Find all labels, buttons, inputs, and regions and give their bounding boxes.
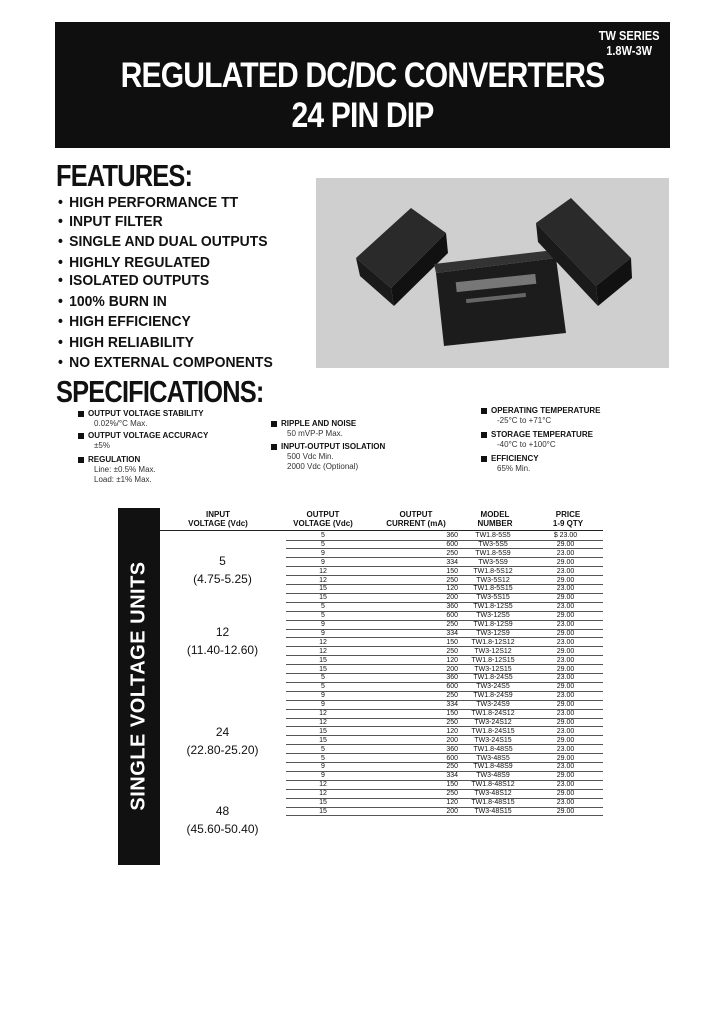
- feature-item: • HIGH RELIABILITY: [58, 334, 273, 353]
- model-number: TW1.8-12S15: [471, 656, 515, 664]
- price: 29.00: [556, 576, 575, 584]
- spec-value: -40°C to +100°C: [497, 440, 556, 449]
- feature-item: • HIGH PERFORMANCE TT: [58, 194, 273, 213]
- output-voltage: 12: [319, 781, 327, 789]
- price: $ 23.00: [553, 532, 578, 539]
- output-current: 250: [446, 790, 458, 798]
- feature-item: • 100% BURN IN: [58, 293, 273, 312]
- output-voltage: 5: [321, 603, 325, 611]
- table-row: [118, 737, 603, 746]
- table-row: [118, 772, 603, 781]
- header-text: VOLTAGE (Vdc): [293, 519, 353, 528]
- output-current: 200: [446, 807, 458, 815]
- output-voltage: 9: [321, 558, 325, 566]
- model-number: TW3-12S15: [474, 665, 512, 673]
- model-number: TW1.8-48S15: [471, 799, 515, 806]
- model-number: TW3-48S15: [474, 807, 512, 815]
- output-current: 360: [446, 603, 458, 611]
- model-number: TW1.8-12S12: [471, 638, 515, 646]
- table-row: [118, 550, 603, 559]
- features-heading: FEATURES:: [56, 158, 193, 193]
- table-row: [118, 568, 603, 577]
- output-voltage: 15: [319, 807, 327, 815]
- model-number: TW3-5S5: [478, 540, 508, 548]
- price: 29.00: [556, 665, 575, 673]
- table-row: [118, 692, 603, 701]
- spec-ripple-noise: [271, 419, 356, 439]
- price: 29.00: [556, 612, 575, 620]
- model-number: TW1.8-48S12: [471, 781, 515, 789]
- input-voltage: 5: [219, 554, 226, 568]
- model-number: TW1.8-24S5: [473, 674, 513, 682]
- table-row: [118, 701, 603, 710]
- header-text: VOLTAGE (Vdc): [188, 519, 248, 528]
- feature-item: • SINGLE AND DUAL OUTPUTS: [58, 233, 273, 252]
- output-voltage: 9: [321, 621, 325, 628]
- output-voltage: 5: [321, 532, 325, 539]
- model-number: TW1.8-5S9: [475, 549, 511, 557]
- model-number: TW1.8-48S5: [473, 745, 513, 753]
- spec-value: -25°C to +71°C: [497, 416, 552, 425]
- price: 29.00: [556, 594, 575, 602]
- spec-efficiency: [481, 454, 539, 474]
- output-voltage: 12: [319, 576, 327, 584]
- output-voltage: 9: [321, 629, 325, 637]
- model-number: TW3-48S9: [476, 772, 510, 780]
- model-number: TW1.8-24S9: [473, 692, 513, 700]
- price: 23.00: [556, 763, 575, 771]
- spec-label: RIPPLE AND NOISE: [271, 419, 356, 429]
- spec-value: Line: ±0.5% Max.: [94, 465, 156, 474]
- output-current: 120: [446, 799, 458, 806]
- table-row: [118, 763, 603, 772]
- output-voltage: 15: [319, 594, 327, 602]
- output-current: 334: [446, 701, 458, 709]
- output-voltage: 12: [319, 790, 327, 798]
- series-label: [599, 28, 660, 58]
- output-current: 120: [446, 585, 458, 593]
- output-voltage: 12: [319, 718, 327, 726]
- model-number: TW3-12S12: [474, 647, 512, 655]
- spec-label: STORAGE TEMPERATURE: [481, 430, 593, 440]
- output-voltage: 15: [319, 656, 327, 664]
- output-current: 150: [446, 638, 458, 646]
- table-row: [118, 683, 603, 692]
- model-number: TW3-5S15: [476, 594, 510, 602]
- table-row: [118, 781, 603, 790]
- table-row: [118, 746, 603, 755]
- output-voltage: 9: [321, 692, 325, 700]
- output-voltage: 12: [319, 647, 327, 655]
- output-current: 360: [446, 745, 458, 753]
- spec-value: 50 mVP-P Max.: [287, 429, 343, 438]
- spec-regulation: [78, 455, 156, 485]
- spec-value: 0.02%/°C Max.: [94, 419, 148, 428]
- price: 23.00: [556, 656, 575, 664]
- model-number: TW1.8-5S15: [473, 585, 513, 593]
- price: 23.00: [556, 549, 575, 557]
- table-row: [118, 719, 603, 728]
- price: 29.00: [556, 629, 575, 637]
- output-voltage: 5: [321, 745, 325, 753]
- model-number: TW3-12S5: [476, 612, 510, 620]
- header-text: INPUT: [206, 510, 230, 519]
- feature-item: • INPUT FILTER: [58, 213, 273, 232]
- specifications-heading: SPECIFICATIONS:: [56, 374, 264, 409]
- price: 23.00: [556, 603, 575, 611]
- output-current: 200: [446, 594, 458, 602]
- model-number: TW1.8-24S15: [471, 727, 515, 735]
- output-current: 360: [446, 532, 458, 539]
- price: 29.00: [556, 647, 575, 655]
- price: 29.00: [556, 772, 575, 780]
- output-current: 600: [446, 612, 458, 620]
- output-current: 600: [446, 683, 458, 691]
- table-row: [118, 666, 603, 675]
- model-number: TW3-24S5: [476, 683, 510, 691]
- table-row: [118, 755, 603, 764]
- feature-item: • NO EXTERNAL COMPONENTS: [58, 354, 273, 373]
- table-row: [118, 559, 603, 568]
- table-row: [118, 612, 603, 621]
- feature-item: • HIGH EFFICIENCY: [58, 313, 273, 332]
- input-voltage: 24: [215, 725, 230, 739]
- output-current: 250: [446, 763, 458, 771]
- table-row: [118, 799, 603, 808]
- model-number: TW3-48S5: [476, 754, 510, 762]
- feature-item: • HIGHLY REGULATED: [58, 254, 273, 273]
- output-current: 250: [446, 576, 458, 584]
- header-banner: [55, 22, 670, 148]
- table-row: [118, 648, 603, 657]
- output-current: 200: [446, 665, 458, 673]
- price: 29.00: [556, 701, 575, 709]
- model-number: TW3-48S12: [474, 790, 512, 798]
- header-text: NUMBER: [477, 519, 513, 528]
- input-voltage: 12: [215, 625, 230, 639]
- price: 23.00: [556, 567, 575, 575]
- spec-operating-temp: [481, 406, 600, 426]
- model-number: TW1.8-24S12: [471, 710, 515, 717]
- output-current: 150: [446, 781, 458, 789]
- table-row: [118, 585, 603, 594]
- model-number: TW3-5S9: [478, 558, 508, 566]
- spec-value: 2000 Vdc (Optional): [287, 462, 359, 471]
- table-row: [118, 639, 603, 648]
- table-row: [118, 621, 603, 630]
- output-voltage: 15: [319, 665, 327, 673]
- feature-item: • ISOLATED OUTPUTS: [58, 272, 273, 291]
- output-voltage: 5: [321, 540, 325, 548]
- table-row: [118, 808, 603, 817]
- output-current: 120: [446, 727, 458, 735]
- price: 29.00: [556, 683, 575, 691]
- price: 23.00: [556, 638, 575, 646]
- table-row: [118, 657, 603, 666]
- table-row: [118, 541, 603, 550]
- model-number: TW3-24S15: [474, 736, 512, 744]
- price: 23.00: [556, 727, 575, 735]
- header-output-voltage: [283, 510, 363, 528]
- output-voltage: 12: [319, 567, 327, 575]
- table-row: [118, 577, 603, 586]
- input-voltage: 48: [215, 804, 230, 818]
- output-current: 334: [446, 629, 458, 637]
- input-range: (45.60-50.40): [186, 822, 259, 836]
- output-current: 334: [446, 772, 458, 780]
- price: 29.00: [556, 754, 575, 762]
- header-text: CURRENT (mA): [386, 519, 446, 528]
- output-current: 250: [446, 692, 458, 700]
- price: 29.00: [556, 736, 575, 744]
- price: 29.00: [556, 718, 575, 726]
- output-current: 600: [446, 754, 458, 762]
- model-number: TW3-5S12: [476, 576, 510, 584]
- output-voltage: 5: [321, 754, 325, 762]
- product-photo: [316, 178, 669, 368]
- input-range: (4.75-5.25): [193, 572, 252, 586]
- spec-output-accuracy: [78, 431, 208, 451]
- output-voltage: 15: [319, 799, 327, 806]
- output-current: 120: [446, 656, 458, 664]
- series-name: TW SERIES: [599, 28, 660, 43]
- header-model-number: [460, 510, 530, 528]
- spec-label: EFFICIENCY: [481, 454, 539, 464]
- model-number: TW1.8-12S9: [473, 621, 513, 628]
- output-voltage: 5: [321, 683, 325, 691]
- header-text: OUTPUT: [306, 510, 340, 519]
- model-number: TW1.8-5S5: [475, 532, 511, 539]
- price: 23.00: [556, 799, 575, 806]
- price: 23.00: [556, 585, 575, 593]
- dip-modules-illustration: [316, 178, 669, 368]
- single-voltage-table: [118, 508, 603, 865]
- header-text: PRICE: [555, 510, 581, 519]
- table-row: [118, 674, 603, 683]
- spec-output-stability: [78, 409, 204, 429]
- price: 29.00: [556, 807, 575, 815]
- header-input-voltage: [178, 510, 258, 528]
- header-price: [533, 510, 603, 528]
- page-title: REGULATED DC/DC CONVERTERS: [120, 56, 605, 95]
- header-text: OUTPUT: [399, 510, 433, 519]
- price: 23.00: [556, 781, 575, 789]
- spec-value: Load: ±1% Max.: [94, 475, 152, 484]
- output-voltage: 9: [321, 549, 325, 557]
- price: 23.00: [556, 621, 575, 628]
- output-voltage: 15: [319, 727, 327, 735]
- output-voltage: 12: [319, 710, 327, 717]
- output-current: 150: [446, 710, 458, 717]
- header-rule: [160, 530, 603, 531]
- output-current: 250: [446, 647, 458, 655]
- price: 29.00: [556, 790, 575, 798]
- spec-storage-temp: [481, 430, 593, 450]
- output-current: 250: [446, 718, 458, 726]
- spec-label: REGULATION: [78, 455, 156, 465]
- header-output-current: [376, 510, 456, 528]
- output-current: 250: [446, 549, 458, 557]
- spec-label: OPERATING TEMPERATURE: [481, 406, 600, 416]
- features-list: [58, 194, 289, 375]
- output-current: 150: [446, 567, 458, 575]
- model-number: TW3-12S9: [476, 629, 510, 637]
- spec-label: OUTPUT VOLTAGE ACCURACY: [78, 431, 208, 441]
- model-number: TW3-24S12: [474, 718, 512, 726]
- price: 23.00: [556, 745, 575, 753]
- spec-value: 500 Vdc Min.: [287, 452, 334, 461]
- output-current: 360: [446, 674, 458, 682]
- input-range: (11.40-12.60): [186, 643, 259, 657]
- output-voltage: 9: [321, 772, 325, 780]
- output-voltage: 9: [321, 701, 325, 709]
- model-number: TW3-24S9: [476, 701, 510, 709]
- spec-label: OUTPUT VOLTAGE STABILITY: [78, 409, 204, 419]
- output-current: 200: [446, 736, 458, 744]
- model-number: TW1.8-5S12: [473, 567, 513, 575]
- price: 29.00: [556, 540, 575, 548]
- page-subtitle: 24 PIN DIP: [291, 96, 434, 135]
- table-row: [118, 532, 603, 541]
- side-label: SINGLE VOLTAGE UNITS: [127, 561, 150, 811]
- output-voltage: 9: [321, 763, 325, 771]
- price: 23.00: [556, 710, 575, 717]
- table-row: [118, 710, 603, 719]
- table-row: [118, 630, 603, 639]
- output-voltage: 5: [321, 612, 325, 620]
- power-range: 1.8W-3W: [606, 43, 653, 58]
- table-row: [118, 603, 603, 612]
- spec-isolation: [271, 442, 385, 472]
- spec-value: 65% Min.: [497, 464, 531, 473]
- price: 29.00: [556, 558, 575, 566]
- output-voltage: 12: [319, 638, 327, 646]
- spec-label: INPUT-OUTPUT ISOLATION: [271, 442, 385, 452]
- price: 23.00: [556, 692, 575, 700]
- table-row: [118, 594, 603, 603]
- input-range: (22.80-25.20): [186, 743, 259, 757]
- output-voltage: 15: [319, 736, 327, 744]
- model-number: TW1.8-12S5: [473, 603, 513, 611]
- row-rule: [286, 815, 603, 816]
- price: 23.00: [556, 674, 575, 682]
- table-row: [118, 790, 603, 799]
- output-current: 600: [446, 540, 458, 548]
- output-current: 334: [446, 558, 458, 566]
- header-text: 1-9 QTY: [552, 519, 584, 528]
- output-voltage: 5: [321, 674, 325, 682]
- output-voltage: 15: [319, 585, 327, 593]
- header-text: MODEL: [480, 510, 510, 519]
- output-current: 250: [446, 621, 458, 628]
- table-row: [118, 728, 603, 737]
- spec-value: ±5%: [94, 441, 110, 450]
- model-number: TW1.8-48S9: [473, 763, 513, 771]
